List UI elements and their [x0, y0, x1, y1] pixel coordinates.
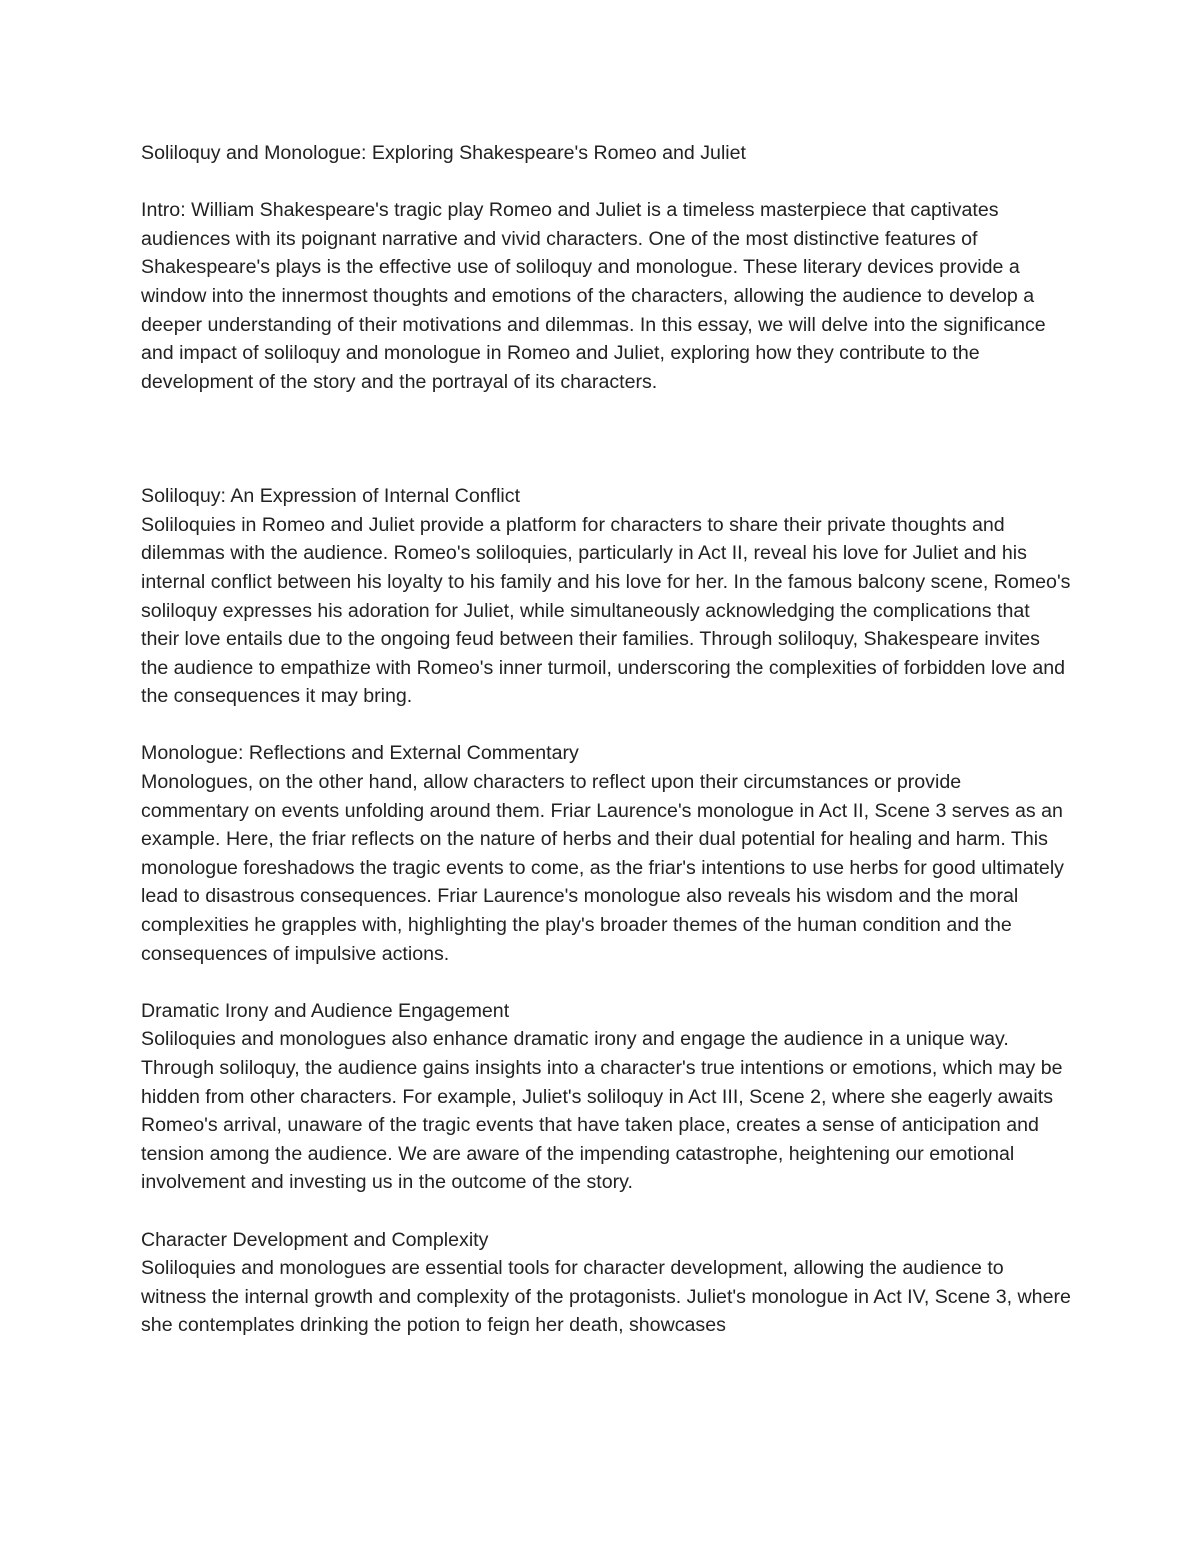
section-heading: Character Development and Complexity	[141, 1228, 489, 1251]
section-monologue	[141, 739, 1071, 968]
section-soliloquy	[141, 482, 1071, 711]
intro-paragraph: Intro: William Shakespeare's tragic play Romeo and Juliet is a timeless masterpiece that captivates audiences with its poignant narrative and vivid characters. One of the most distinctive features of Shakespeare's plays is the effective use of soliloquy and monologue. These literary devices provide a window into the innermost thoughts and emotions of the characters, allowing the audience to develop a deeper understanding of their motivations and dilemmas. In this essay, we will delve into the significance and impact of soliloquy and monologue in Romeo and Juliet, exploring how they contribute to the development of the story and the portrayal of its characters.	[141, 199, 1046, 393]
section-heading: Soliloquy: An Expression of Internal Conflict	[141, 485, 521, 508]
document-body	[141, 139, 1071, 1340]
section-dramatic-irony	[141, 997, 1071, 1197]
section-body: Monologues, on the other hand, allow characters to reflect upon their circumstances or provide commentary on events unfolding around them. Friar Laurence's monologue in Act II, Scene 3 serves as an example. Here, the friar reflects on the nature of herbs and their dual potential for healing and harm. This monologue foreshadows the tragic events to come, as the friar's intentions to use herbs for good ultimately lead to disastrous consequences. Friar Laurence's monologue also reveals his wisdom and the moral complexities he grapples with, highlighting the play's broader themes of the human condition and the consequences of impulsive actions.	[141, 771, 1064, 965]
section-character-development	[141, 1226, 1071, 1340]
section-body: Soliloquies and monologues are essential tools for character development, allowing the audience to witness the internal growth and complexity of the protagonists. Juliet's monologue in Act IV, Scene 3, where she contemplates drinking the potion to feign her death, showcases	[141, 1257, 1071, 1337]
section-heading: Dramatic Irony and Audience Engagement	[141, 999, 510, 1022]
section-body: Soliloquies in Romeo and Juliet provide a platform for characters to share their private thoughts and dilemmas with the audience. Romeo's soliloquies, particularly in Act II, reveal his love for Juliet and his internal conflict between his loyalty to his family and his love for her. In the famous balcony scene, Romeo's soliloquy expresses his adoration for Juliet, while simultaneously acknowledging the complications that their love entails due to the ongoing feud between their families. Through soliloquy, Shakespeare invites the audience to empathize with Romeo's inner turmoil, underscoring the complexities of forbidden love and the consequences it may bring.	[141, 513, 1071, 708]
section-heading: Monologue: Reflections and External Commentary	[141, 742, 579, 765]
document-title: Soliloquy and Monologue: Exploring Shakespeare's Romeo and Juliet	[141, 142, 746, 164]
section-body: Soliloquies and monologues also enhance dramatic irony and engage the audience in a unique way. Through soliloquy, the audience gains insights into a character's true intentions or emotions, which may be hidden from other characters. For example, Juliet's soliloquy in Act III, Scene 2, where she eagerly awaits Romeo's arrival, unaware of the tragic events that have taken place, creates a sense of anticipation and tension among the audience. We are aware of the impending catastrophe, heightening our emotional involvement and investing us in the outcome of the story.	[141, 1028, 1063, 1194]
